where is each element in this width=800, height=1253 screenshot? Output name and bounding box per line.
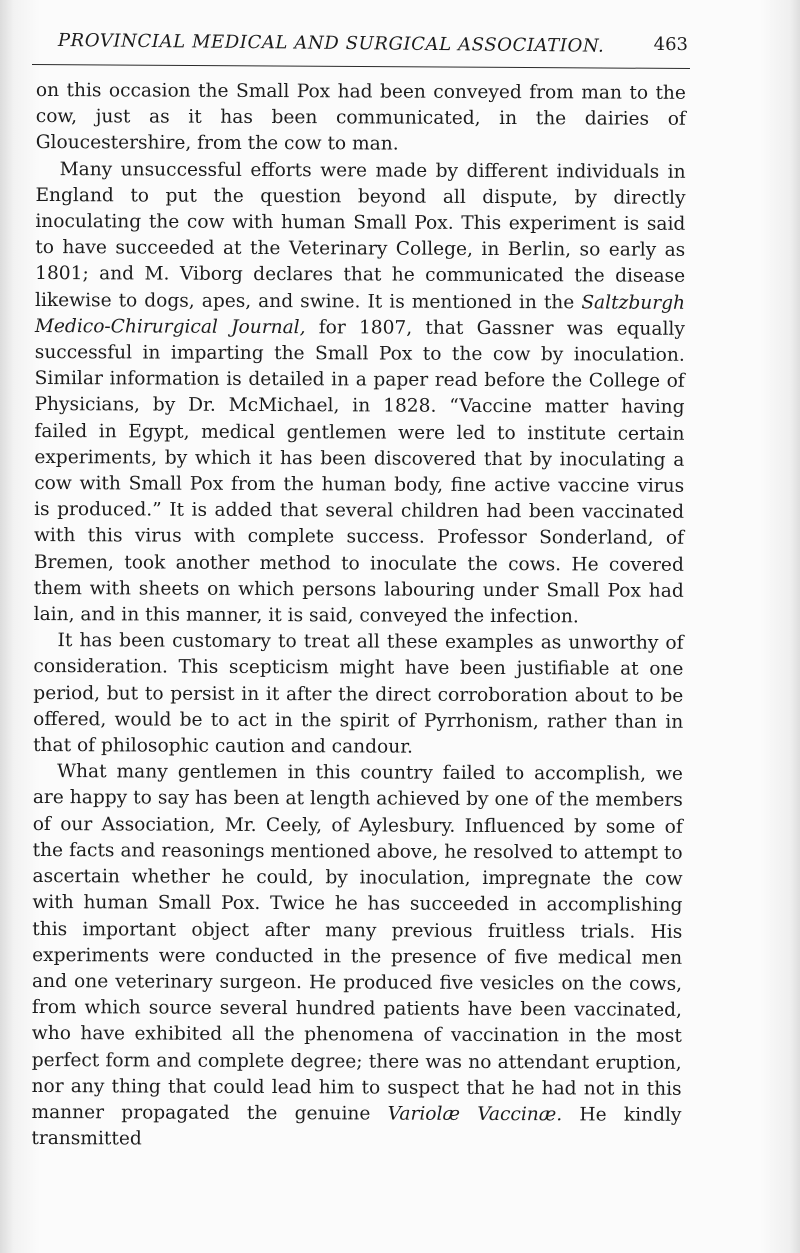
paragraph-inoculation-attempts (34, 157, 686, 631)
text-segment: Many unsuccessful efforts were made by different individuals in England to put the question beyond all dispute, by directly inoculating the cow with human Small Pox. This experiment is said to have succeeded at the Veterinary College, in Berlin, so early as 1801; and M. Viborg declares that he communicated the disease likewise to dogs, apes, and swine. It is mentioned in the (34, 158, 686, 314)
journal-title: Saltzburgh Medico-Chirurgical Journal, (34, 292, 686, 339)
body-text (31, 78, 686, 1155)
latin-term: Variolæ Vaccinæ. (387, 1103, 563, 1126)
paragraph-continued (36, 78, 686, 159)
running-title: PROVINCIAL MEDICAL AND SURGICAL ASSOCIATION. (57, 30, 605, 57)
paragraph-ceely (31, 759, 683, 1155)
paragraph-scepticism (33, 628, 684, 762)
running-head (58, 30, 688, 60)
text-segment: on this occasion the Small Pox had been conveyed from man to the cow, just as it has been communicated, in the dairies of Gloucestershire, from the cow to man. (35, 79, 686, 155)
text-segment: for 1807, that Gassner was equally successful in imparting the Small Pox to the cow by inoculation. Similar information is detailed in a paper read before the College of Physicians, by Dr. McMichael, in 1828. “Vaccine matter having failed in Egypt, medical gentlemen were led to institute certain experiments, by which it has been discovered that by inoculating a cow with Small Pox from the human body, fine active vaccine virus is produced.” It is added that several children had been vaccinated with this virus with complete success. Professor Sonderland, of Bremen, took another method to inoculate the cows. He covered them with sheets on which persons labouring under Small Pox had lain, and in this manner, it is said, conveyed the infection. (33, 317, 685, 628)
text-segment: What many gentlemen in this country failed to accomplish, we are happy to say has been at length achieved by one of the members of our Association, Mr. Ceely, of Aylesbury. Influenced by some of the facts and reasonings mentioned above, he resolved to attempt to ascertain whether he could, by inoculation, impregnate the cow with human Small Pox. Twice he has succeeded in accomplishing this important object after many previous fruitless trials. His experiments were conducted in the presence of five medical men and one veterinary surgeon. He produced five vesicles on the cows, from which source several hundred patients have been vaccinated, who have exhibited all the phenomena of vaccination in the most perfect form and complete degree; there was no attendant eruption, nor any thing that could lead him to suspect that he had not in this manner propagated the genuine (31, 761, 684, 1125)
header-rule (32, 64, 690, 69)
text-segment: It has been customary to treat all these examples as unworthy of consideration. This scepticism might have been justifiable at one period, but to persist in it after the direct corroboration about to be offered, would be to act in the spirit of Pyrrhonism, rather than in that of philosophic caution and candour. (33, 630, 684, 758)
text-segment: He kindly transmitted (31, 1104, 682, 1150)
page-number: 463 (653, 34, 688, 55)
